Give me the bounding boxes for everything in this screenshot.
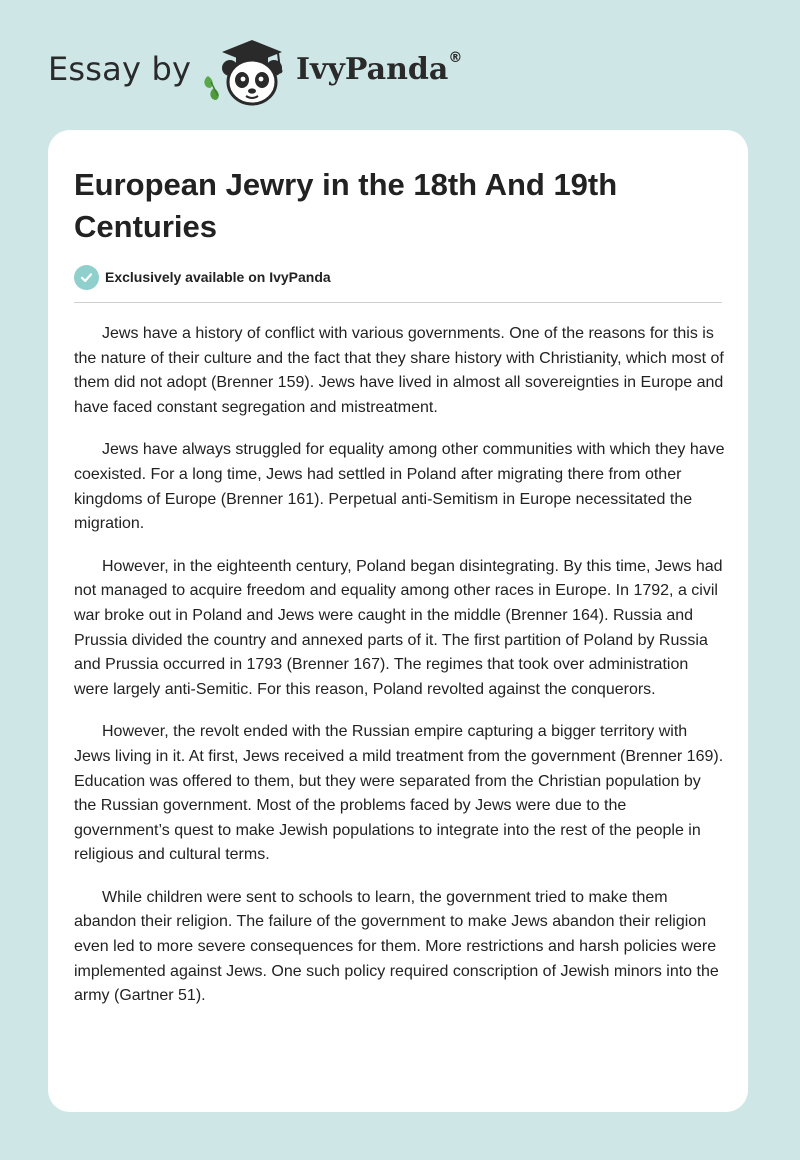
paragraph: Jews have always struggled for equality among other communities with which they have coexisted. For a long time, Jews had settled in Poland after migrating there from other kingdoms of Europe (Brenner 161). Perpetual anti-Semitism in Europe necessitated the migration. [74, 441, 725, 533]
panda-graduate-icon[interactable] [200, 36, 292, 108]
paragraph: While children were sent to schools to learn, the government tried to make them abandon their religion. The failure of the government to make Jews abandon their religion even led to more severe consequences for them. More restrictions and harsh policies were implemented against Jews. One such policy required conscription of Jewish minors into the army (Gartner 51). [74, 888, 719, 1005]
registered-mark: ® [448, 50, 463, 66]
page-title: European Jewry in the 18th And 19th Centuries [74, 167, 618, 244]
paragraph: However, the revolt ended with the Russian empire capturing a bigger territory with Jews living in it. At first, Jews received a mild treatment from the government (Brenner 169). Education was offered to them, but they were separated from the Christian population by the Russian government. Most of the problems faced by Jews were due to the government’s quest to make Jewish populations to integrate into the rest of the people in religious and cultural terms. [74, 723, 724, 864]
essay-by-label: Essay by [48, 50, 192, 88]
divider [74, 302, 722, 303]
paragraph: However, in the eighteenth century, Poland began disintegrating. By this time, Jews had not managed to acquire freedom and equality among other races in Europe. In 1792, a civil war broke out in Poland and Jews were caught in the middle (Brenner 164). Russia and Prussia divided the country and annexed parts of it. The first partition of Poland by Russia and Prussia occurred in 1793 (Brenner 167). The regimes that took over administration were largely anti-Semitic. For this reason, Poland revolted against the conquerors. [74, 557, 723, 698]
site-header [0, 0, 800, 130]
check-icon [74, 265, 99, 290]
essay-body [74, 322, 726, 1027]
brand-text: IvyPanda [296, 52, 449, 87]
paragraph: Jews have a history of conflict with various governments. One of the reasons for this is the nature of their culture and the fact that they share history with Christianity, which most of them did not adopt (Brenner 159). Jews have lived in almost all sovereignties in Europe and have faced constant segregation and mistreatment. [74, 325, 724, 416]
exclusive-badge-label: Exclusively available on IvyPanda [105, 269, 331, 285]
essay-card [48, 130, 748, 1112]
brand-name[interactable] [296, 52, 462, 87]
exclusive-badge [74, 264, 331, 290]
